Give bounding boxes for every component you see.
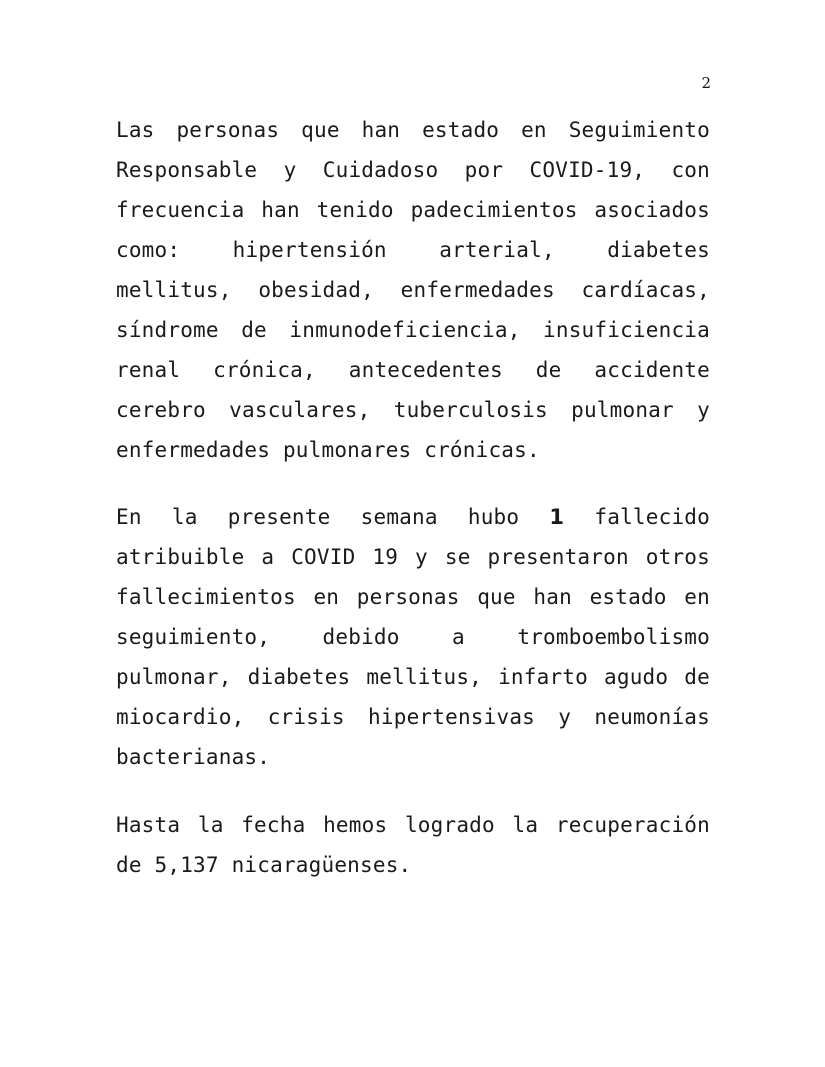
paragraph-recoveries: Hasta la fecha hemos logrado la recuperación de 5,137 nicaragüenses. (116, 813, 710, 877)
paragraph-deaths-rest: fallecido atribuible a COVID 19 y se presentaron otros fallecimientos en personas que han estado en seguimiento, debido a tromboembolismo pulmonar, diabetes mellitus, infarto agudo de miocardio, crisis hipertensivas y neumonías bacterianas. (116, 505, 710, 769)
paragraph-deaths (116, 497, 710, 777)
paragraph-comorbidities: Las personas que han estado en Seguimiento Responsable y Cuidadoso por COVID-19, con frecuencia han tenido padecimientos asociados como: hipertensión arterial, diabetes mellitus, obesidad, enfermedades cardíacas, síndrome de inmunodeficiencia, insuficiencia renal crónica, antecedentes de accidente cerebro vasculares, tuberculosis pulmonar y enfermedades pulmonares crónicas. (116, 118, 710, 462)
deaths-count: 1 (549, 505, 565, 529)
paragraph-deaths-lead: En la presente semana hubo (116, 505, 550, 529)
page-number: 2 (701, 74, 711, 92)
